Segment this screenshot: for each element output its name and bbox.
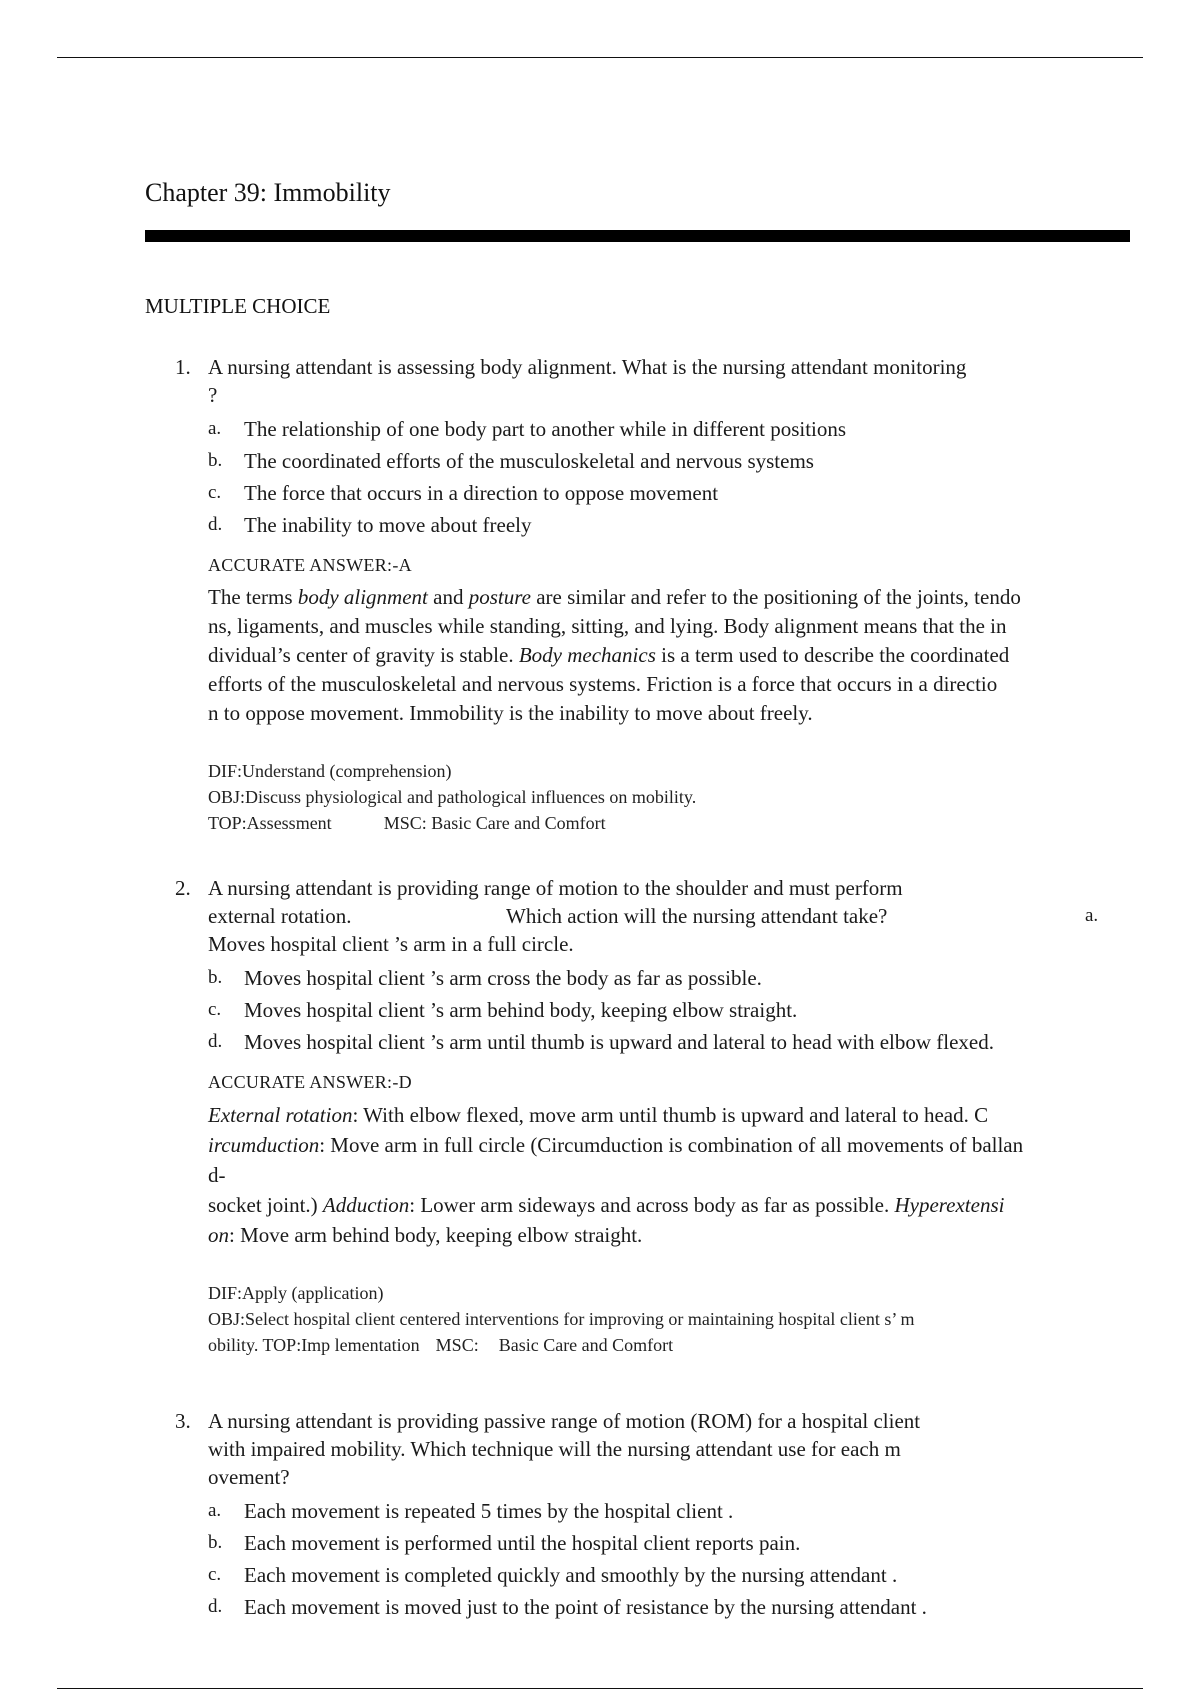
option-c: c. The force that occurs in a direction to oppose movement xyxy=(208,481,719,505)
bottom-rule xyxy=(57,1688,1143,1689)
option-d: d. Each movement is moved just to the point of resistance by the nursing attendant . xyxy=(208,1595,927,1619)
answer-options xyxy=(208,1495,1130,1623)
top-rule xyxy=(57,57,1143,58)
chapter-title: Chapter 39: Immobility xyxy=(145,178,391,207)
question-number: 3. xyxy=(175,1409,191,1433)
title-divider xyxy=(145,230,1130,242)
answer-options xyxy=(208,962,1130,1058)
question-3 xyxy=(145,1407,1130,1623)
question-number: 1. xyxy=(175,355,191,379)
question-stem: A nursing attendant is providing passive range of motion (ROM) for a hospital client with impaired mobility. Which technique will the nursing attendant use for each m ovement? xyxy=(208,1409,921,1489)
question-1 xyxy=(145,353,1130,836)
option-b: b. Each movement is performed until the hospital client reports pain. xyxy=(208,1531,801,1555)
question-number: 2. xyxy=(175,876,191,900)
option-c: c. Each movement is completed quickly and smoothly by the nursing attendant . xyxy=(208,1563,898,1587)
rationale: The terms body alignment and posture are similar and refer to the positioning of the joints, tendo ns, ligaments, and muscles while standing, sitting, and lying. Body alignment means that the in dividual’s center of gravity is stable. Body mechanics is a term used to describe the coordinated efforts of the musculoskeletal and nervous systems. Friction is a force that occurs in a directio n to oppose movement. Immobility is the inability to move about freely. xyxy=(208,585,1021,725)
answer-options xyxy=(208,413,1130,541)
option-c: c. Moves hospital client ’s arm behind body, keeping elbow straight. xyxy=(208,998,798,1022)
question-metadata: DIF:Understand (comprehension) OBJ:Discuss physiological and pathological influences on mobility. TOP:Assessment MSC: Basic Care and Comfort xyxy=(208,761,697,833)
option-a: a. Each movement is repeated 5 times by the hospital client . xyxy=(208,1499,734,1523)
answer-label: ACCURATE ANSWER:-D xyxy=(208,1072,412,1092)
question-2 xyxy=(145,874,1130,1358)
option-a: a. The relationship of one body part to another while in different positions xyxy=(208,417,847,441)
option-b: b. The coordinated efforts of the musculoskeletal and nervous systems xyxy=(208,449,814,473)
option-d: d. The inability to move about freely xyxy=(208,513,532,537)
question-metadata: DIF:Apply (application) OBJ:Select hospital client centered interventions for improving or maintaining hospital client s’ m obility. TOP:Imp lementation MSC: Basic Care and Comfort xyxy=(208,1283,915,1355)
rationale: External rotation: With elbow flexed, move arm until thumb is upward and lateral to head. C ircumduction: Move arm in full circle (Circumduction is combination of all movements of ballan d- socket joint.) Adduction: Lower arm sideways and across body as far as possible. Hyperextensi on: Move arm behind body, keeping elbow straight. xyxy=(208,1103,1024,1247)
question-stem: A nursing attendant is providing range of motion to the shoulder and must perform external rotation. Which action will the nursing attendant take? a. Moves hospital client ’s arm in a full circle. xyxy=(208,876,1099,956)
option-b: b. Moves hospital client ’s arm cross the body as far as possible. xyxy=(208,966,762,990)
section-heading: MULTIPLE CHOICE xyxy=(145,294,331,318)
option-d: d. Moves hospital client ’s arm until thumb is upward and lateral to head with elbow flexed. xyxy=(208,1030,995,1054)
question-stem: A nursing attendant is assessing body alignment. What is the nursing attendant monitoring ? xyxy=(208,355,967,407)
answer-label: ACCURATE ANSWER:-A xyxy=(208,555,412,575)
